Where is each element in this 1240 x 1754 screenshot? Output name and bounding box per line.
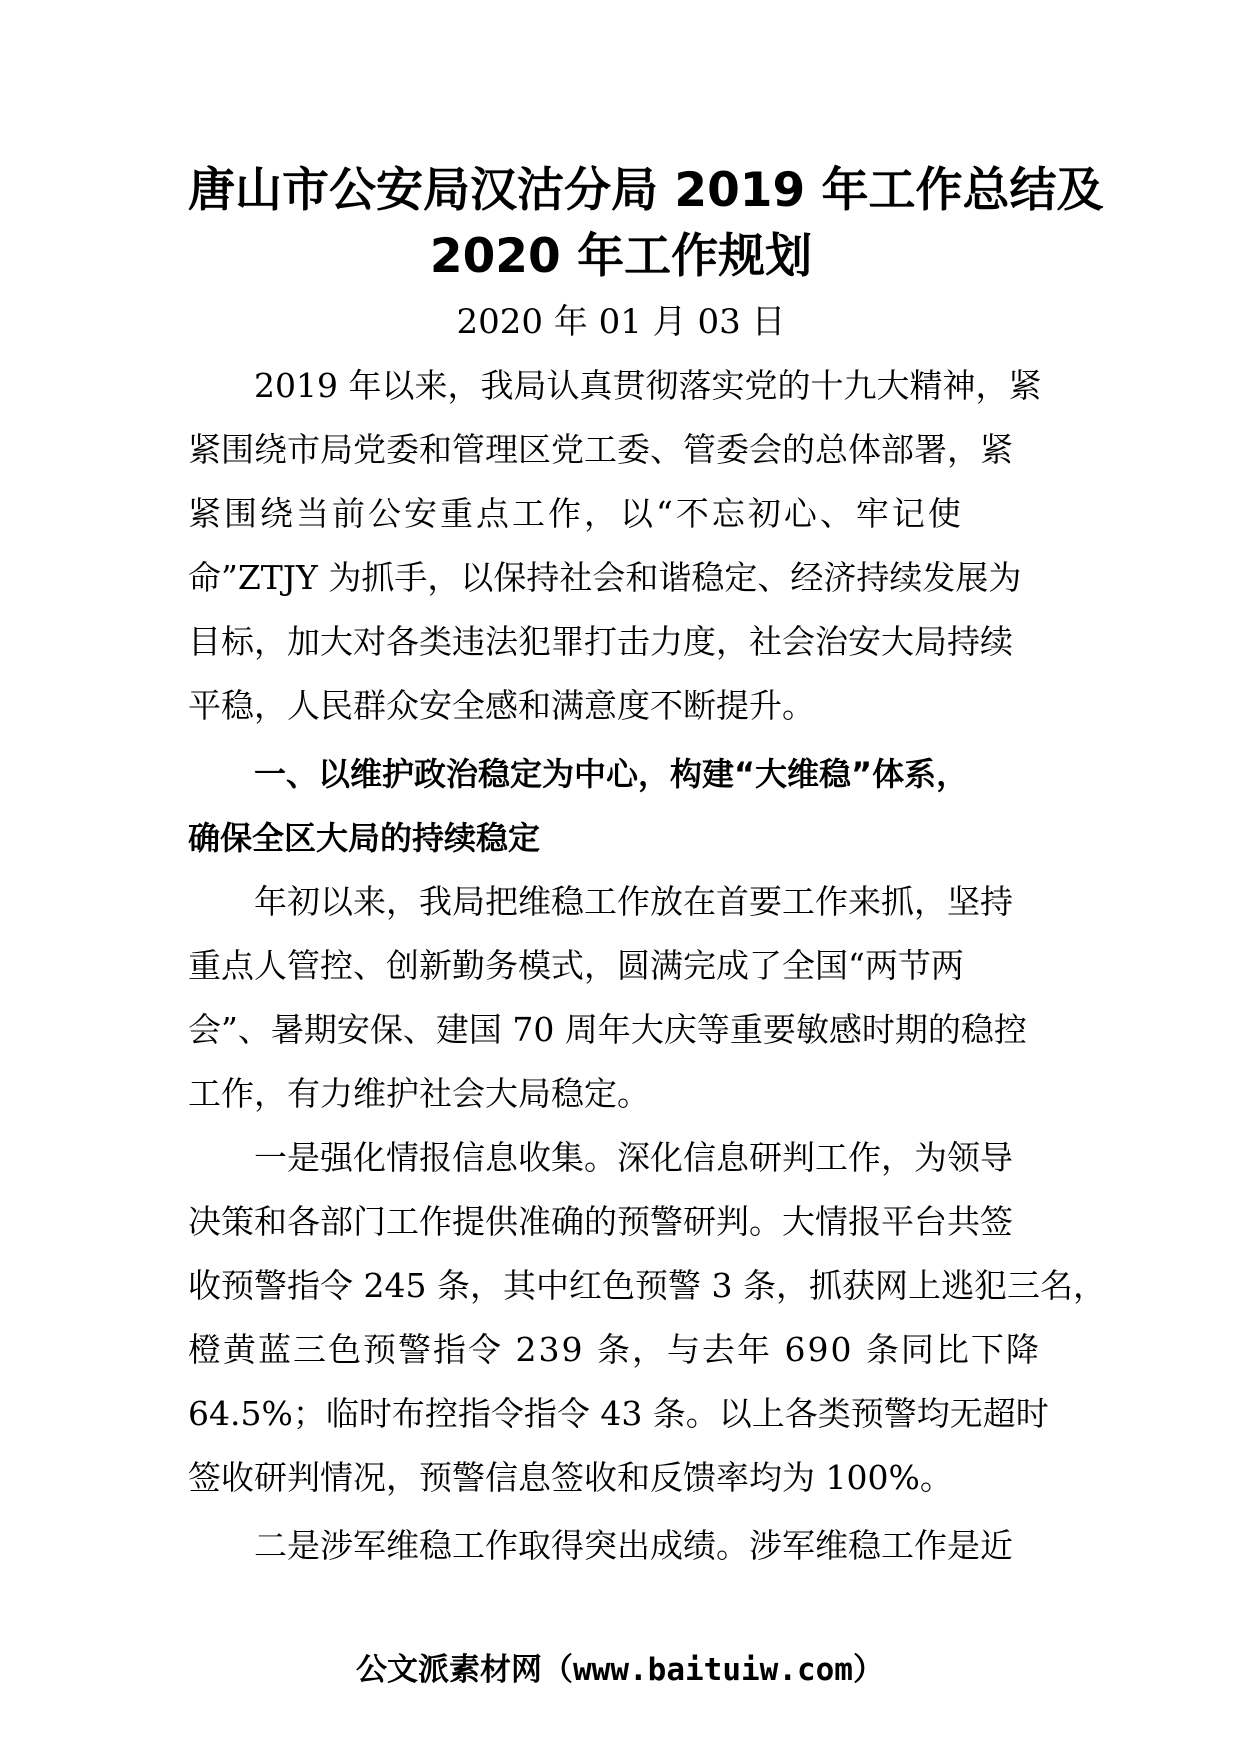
paragraph-line: 一是强化情报信息收集。深化信息研判工作，为领导	[254, 1138, 1013, 1177]
document-date: 2020 年 01 月 03 日	[456, 302, 786, 342]
title-line-1: 唐山市公安局汉沽分局 2019 年工作总结及	[188, 163, 1104, 218]
footer-watermark	[0, 1648, 1240, 1692]
paragraph-line: 决策和各部门工作提供准确的预警研判。大情报平台共签	[188, 1202, 1013, 1241]
paragraph-stability	[188, 870, 1054, 1126]
title-line-2: 2020 年工作规划	[429, 229, 813, 284]
paragraph-line: 目标，加大对各类违法犯罪打击力度，社会治安大局持续	[188, 622, 1013, 661]
paragraph-military	[188, 1514, 1054, 1578]
paragraph-line: 重点人管控、创新勤务模式，圆满完成了全国“两节两	[188, 946, 964, 985]
footer-close: ）	[852, 1652, 884, 1688]
section-heading-1	[188, 742, 1054, 870]
paragraph-line: 收预警指令 245 条，其中红色预警 3 条，抓获网上逃犯三名，	[188, 1266, 1106, 1305]
paragraph-intelligence	[188, 1126, 1106, 1510]
paragraph-line: 紧围绕市局党委和管理区党工委、管委会的总体部署，紧	[188, 430, 1013, 469]
paragraph-intro	[188, 354, 1054, 738]
paragraph-line: 会”、暑期安保、建国 70 周年大庆等重要敏感时期的稳控	[188, 1010, 1027, 1049]
paragraph-line: 签收研判情况，预警信息签收和反馈率均为 100%。	[188, 1458, 953, 1497]
heading-line: 一、以维护政治稳定为中心，构建“大维稳”体系，	[254, 755, 969, 793]
document-body	[188, 158, 1106, 1578]
footer-url[interactable]: www.baituiw.com	[573, 1652, 853, 1688]
paragraph-line: 平稳，人民群众安全感和满意度不断提升。	[188, 686, 815, 725]
paragraph-line: 年初以来，我局把维稳工作放在首要工作来抓，坚持	[254, 882, 1013, 921]
footer-site-name: 公文派素材网（	[356, 1652, 574, 1688]
paragraph-line: 64.5%；临时布控指令指令 43 条。以上各类预警均无超时	[188, 1394, 1049, 1433]
paragraph-line: 紧围绕当前公安重点工作，以“不忘初心、牢记使	[188, 494, 964, 533]
heading-line: 确保全区大局的持续稳定	[188, 819, 541, 857]
paragraph-line: 二是涉军维稳工作取得突出成绩。涉军维稳工作是近	[254, 1526, 1013, 1565]
paragraph-line: 工作，有力维护社会大局稳定。	[188, 1074, 650, 1113]
paragraph-line: 命”ZTJY 为抓手，以保持社会和谐稳定、经济持续发展为	[188, 558, 1022, 597]
paragraph-line: 橙黄蓝三色预警指令 239 条，与去年 690 条同比下降	[188, 1330, 1041, 1369]
paragraph-line: 2019 年以来，我局认真贯彻落实党的十九大精神，紧	[254, 366, 1042, 405]
document-title	[188, 158, 1104, 290]
